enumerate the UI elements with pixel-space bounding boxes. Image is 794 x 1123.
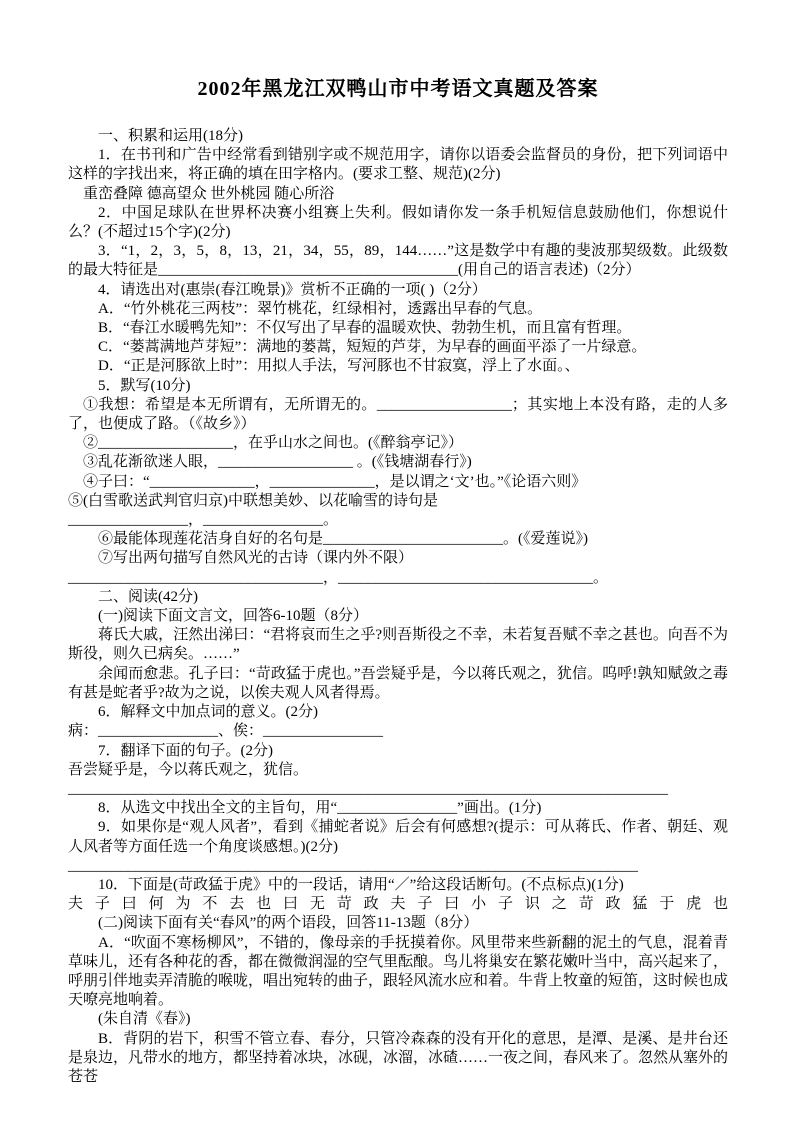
paragraph: 余闻而愈悲。孔子曰：“苛政猛于虎也。”吾尝疑乎是，今以蒋氏观之，犹信。呜呼!孰知赋敛之毒有甚是蛇者乎?故为之说，以俟夫观人风者得焉。 xyxy=(68,665,728,701)
paragraph: __________________________________，__________________________________。 xyxy=(68,569,609,586)
document-body xyxy=(68,127,728,1087)
paragraph: 病：________________、俟：________________ xyxy=(68,723,384,740)
paragraph: 2．中国足球队在世界杯决赛小组赛上失利。假如请你发一条手机短信息鼓励他们，你想说什么？(不超过15个字)(2分) xyxy=(68,204,728,241)
paragraph: 5．默写(10分) xyxy=(98,377,191,394)
paragraph: ③乱花渐欲迷人眼，__________________ 。(《钱塘湖春行》) xyxy=(83,454,472,471)
paragraph: ____________________________________________________________________________ xyxy=(68,857,638,874)
paragraph: (朱自清《春》) xyxy=(98,1011,191,1028)
paragraph: ④子曰：“______________，______________，是以谓之‘文’也。”《论语六则》 xyxy=(83,473,587,490)
paragraph: 10．下面是(苛政猛于虎》中的一段话，请用“／”给这段话断句。(不点标点)(1分) xyxy=(98,876,624,893)
document-title: 2002年黑龙江双鸭山市中考语文真题及答案 xyxy=(197,78,599,100)
paragraph: ⑦写出两句描写自然风光的古诗（课内外不限） xyxy=(98,550,414,567)
paragraph: ________________，________________。 xyxy=(68,512,339,529)
paragraph: B．背阴的岩下，积雪不管立春、春分，只管冷森森的没有开化的意思，是潭、是溪、是井台还是泉边，凡带水的地方，都坚持着冰块，冰砚，冰溜，冰碴……一夜之间，春风来了。忽然从塞外的苍苍 xyxy=(68,1030,729,1085)
paragraph: B．“春江水暖鸭先知”：不仅写出了早春的温暖欢快、勃勃生机，而且富有哲理。 xyxy=(98,320,632,337)
paragraph: ⑤(白雪歌送武判官归京)中联想美妙、以花喻雪的诗句是 xyxy=(68,492,438,509)
paragraph: 8．从选文中找出全文的主旨句，用“________________”画出。(1分) xyxy=(98,800,542,817)
paragraph: (二)阅读下面有关“春风”的两个语段，回答11-13题（8分） xyxy=(98,915,479,932)
paragraph: 7．翻译下面的句子。(2分) xyxy=(98,742,273,759)
paragraph: A．“竹外桃花三两枝”：翠竹桃花，红绿相衬，透露出早春的气息。 xyxy=(98,300,543,317)
paragraph: 吾尝疑乎是，今以蒋氏观之，犹信。 xyxy=(68,761,309,778)
paragraph: 夫 子 曰 何 为 不 去 也 曰 无 苛 政 夫 子 曰 小 子 识 之 苛 政 猛 于 虎 也 xyxy=(68,896,728,913)
paragraph: 6．解释文中加点词的意义。(2分) xyxy=(98,704,318,721)
paragraph: 4．请选出对(惠崇(春江晚景)》赏析不正确的一项( )（2分） xyxy=(98,281,487,298)
paragraph: C．“蒌蒿满地芦芽短”：满地的蒌蒿，短短的芦芽，为早春的画面平添了一片绿意。 xyxy=(98,339,647,356)
paragraph: (一)阅读下面文言文，回答6-10题（8分） xyxy=(98,608,368,625)
paragraph: 1．在书刊和广告中经常看到错别字或不规范用字，请你以语委会监督员的身份，把下列词语中这样的字找出来，将正确的填在田字格内。(要求工整、规范)(2分) xyxy=(68,147,728,183)
paragraph: 二、阅读(42分) xyxy=(98,588,198,605)
paragraph: A．“吹面不寒杨柳风”，不错的，像母亲的手抚摸着你。风里带来些新翻的泥土的气息，混着青草味儿，还有各种花的香，都在微微润湿的空气里酝酿。鸟儿将巢安在繁花嫩叶当中，高兴起来了，呼朋引伴地卖弄清脆的喉咙，唱出宛转的曲子，跟轻风流水应和着。牛背上牧童的短笛，这时候也成天嘹亮地响着。 xyxy=(68,934,729,1009)
paragraph: 重峦叠障 德高望众 世外桃园 随心所浴 xyxy=(83,185,335,202)
paragraph: 3．“1，2，3，5，8，13，21，34，55，89，144……”这是数学中有趣的斐波那契级数。此级数的最大特征是________________________________________(用自己的语言表述)（2分） xyxy=(68,243,728,279)
paragraph: ①我想：希望是本无所谓有，无所谓无的。__________________；其实地上本没有路，走的人多了，也便成了路。（《故乡》） xyxy=(68,396,728,433)
paragraph: ⑥最能体现莲花洁身自好的名句是________________________。(《爱莲说》) xyxy=(98,531,588,548)
paragraph: ②__________________，在乎山水之间也。(《醉翁亭记》） xyxy=(83,435,463,452)
paragraph: 蒋氏大戚，汪然出涕曰：“君将哀而生之乎?则吾斯役之不幸，未若复吾赋不幸之甚也。向吾不为斯役，则久已病矣。……” xyxy=(68,627,728,663)
paragraph: 一、积累和运用(18分) xyxy=(98,128,243,144)
paragraph: ________________________________________________________________________________ xyxy=(68,780,668,797)
paragraph: 9．如果你是“观人风者”，看到《捕蛇者说》后会有何感想?(提示：可从蒋氏、作者、朝廷、观人风者等方面任选一个角度谈感想。)(2分) xyxy=(68,819,728,855)
paragraph: D．“正是河豚欲上时”：用拟人手法，写河豚也不甘寂寞，浮上了水面。、 xyxy=(98,358,580,375)
